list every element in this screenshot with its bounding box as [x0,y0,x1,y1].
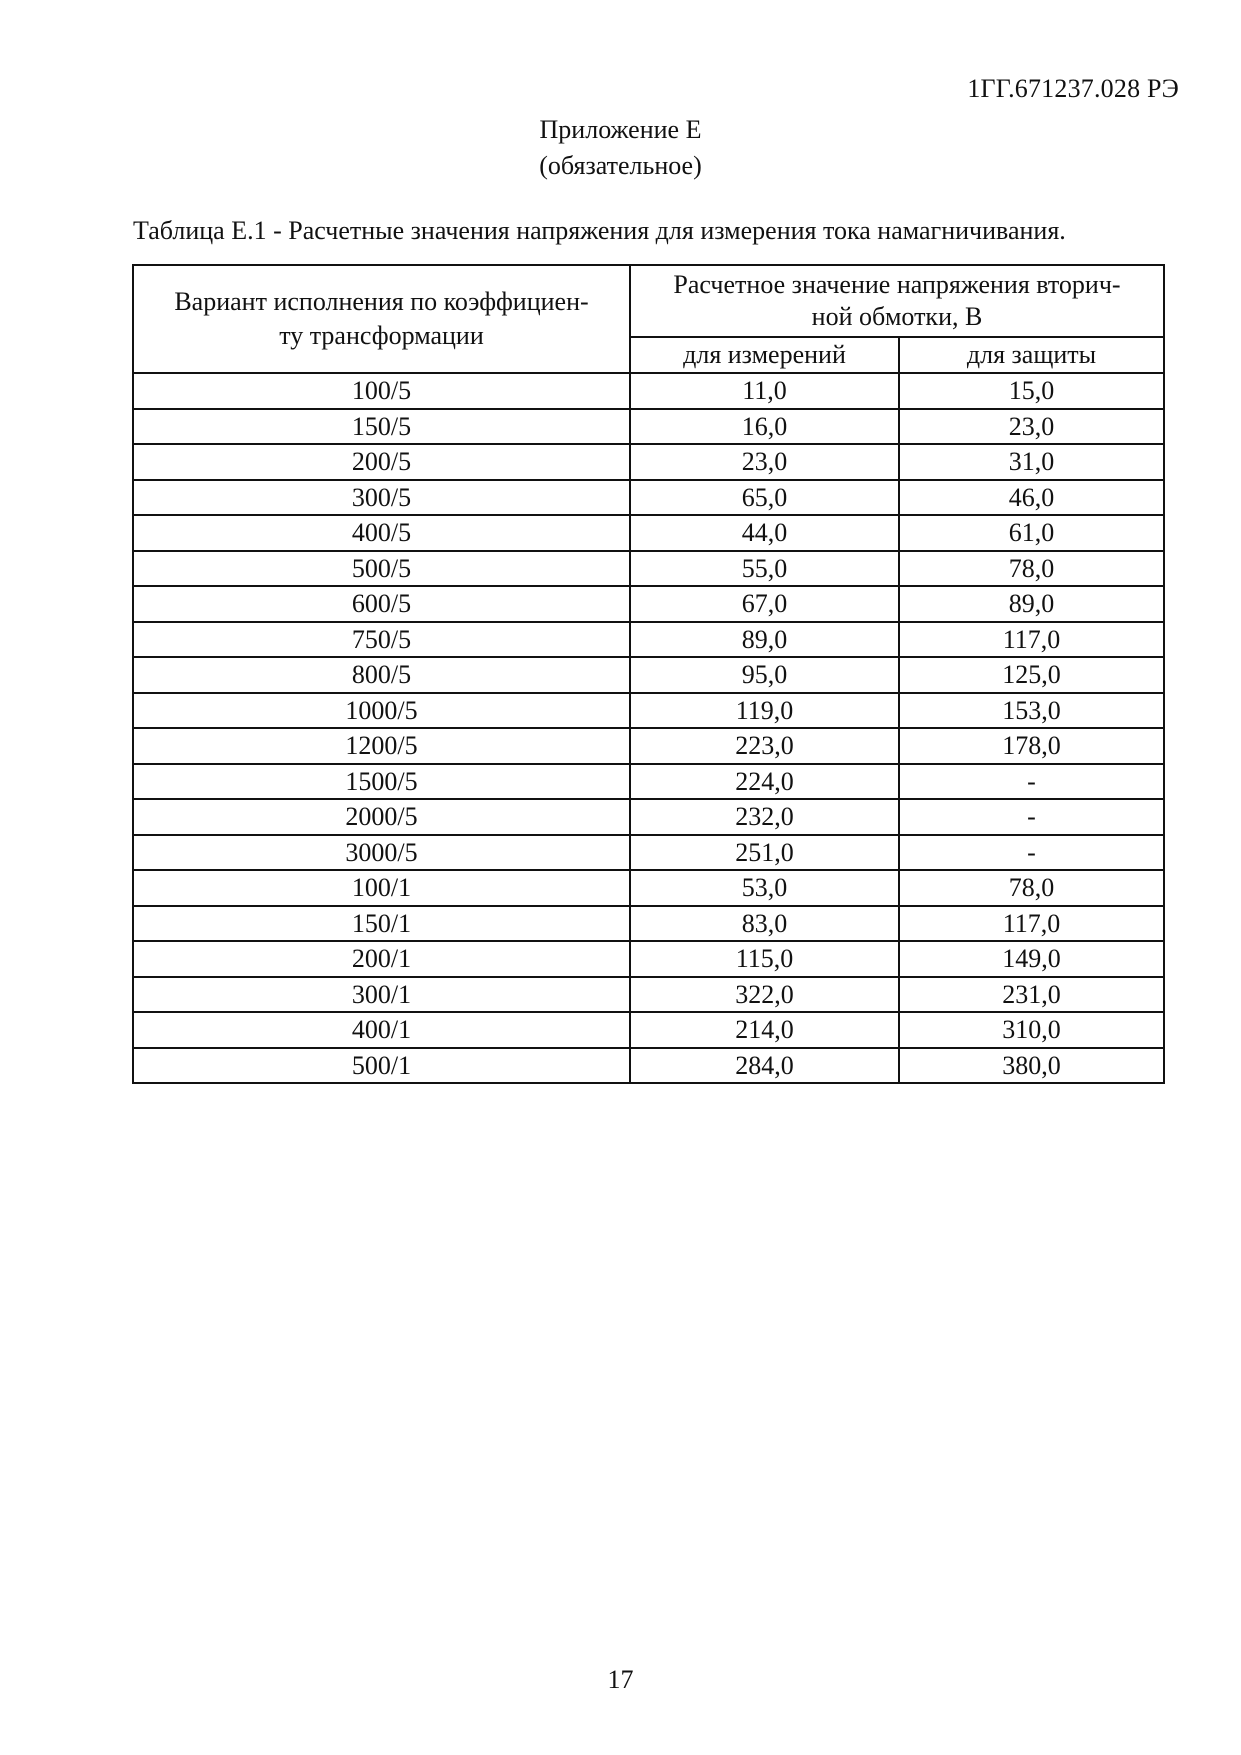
cell-ratio: 1200/5 [133,728,630,764]
cell-ratio: 1500/5 [133,764,630,800]
table-row [133,657,1164,693]
cell-ratio: 150/5 [133,409,630,445]
cell-ratio: 500/5 [133,551,630,587]
header-variant [133,265,630,373]
cell-ratio: 750/5 [133,622,630,658]
cell-protect: 117,0 [899,622,1164,658]
cell-protect: 15,0 [899,373,1164,409]
cell-protect: - [899,764,1164,800]
document-code: 1ГГ.671237.028 РЭ [967,74,1179,103]
cell-ratio: 3000/5 [133,835,630,871]
table-row [133,551,1164,587]
table-row [133,444,1164,480]
table-row [133,480,1164,516]
header-voltage-line2: ной обмотки, В [811,302,983,331]
table-body [133,373,1164,1083]
cell-ratio: 100/1 [133,870,630,906]
table-row [133,693,1164,729]
cell-ratio: 400/5 [133,515,630,551]
cell-measure: 55,0 [630,551,899,587]
cell-protect: 23,0 [899,409,1164,445]
cell-measure: 284,0 [630,1048,899,1084]
table-row [133,870,1164,906]
cell-measure: 11,0 [630,373,899,409]
table-row [133,941,1164,977]
table-row [133,515,1164,551]
cell-protect: 31,0 [899,444,1164,480]
table-row [133,1048,1164,1084]
cell-ratio: 200/1 [133,941,630,977]
header-voltage-line1: Расчетное значение напряжения вторич- [673,270,1121,299]
cell-protect: 61,0 [899,515,1164,551]
cell-measure: 119,0 [630,693,899,729]
cell-measure: 322,0 [630,977,899,1013]
cell-protect: 125,0 [899,657,1164,693]
table-row [133,373,1164,409]
cell-protect: 149,0 [899,941,1164,977]
cell-measure: 224,0 [630,764,899,800]
cell-protect: 178,0 [899,728,1164,764]
cell-ratio: 1000/5 [133,693,630,729]
cell-ratio: 200/5 [133,444,630,480]
cell-protect: 117,0 [899,906,1164,942]
table-row [133,586,1164,622]
table-row [133,622,1164,658]
cell-protect: 78,0 [899,551,1164,587]
cell-ratio: 400/1 [133,1012,630,1048]
cell-measure: 65,0 [630,480,899,516]
table-row [133,906,1164,942]
cell-measure: 23,0 [630,444,899,480]
cell-protect: 89,0 [899,586,1164,622]
cell-measure: 214,0 [630,1012,899,1048]
table-row [133,764,1164,800]
cell-ratio: 100/5 [133,373,630,409]
table-row [133,835,1164,871]
cell-ratio: 800/5 [133,657,630,693]
cell-measure: 232,0 [630,799,899,835]
appendix-subtitle: (обязательное) [539,151,702,180]
cell-ratio: 300/5 [133,480,630,516]
cell-protect: - [899,835,1164,871]
cell-ratio: 300/1 [133,977,630,1013]
header-variant-line1: Вариант исполнения по коэффициен- [174,287,589,316]
cell-protect: 380,0 [899,1048,1164,1084]
cell-protect: - [899,799,1164,835]
cell-measure: 223,0 [630,728,899,764]
cell-measure: 53,0 [630,870,899,906]
table-row [133,409,1164,445]
table-row [133,728,1164,764]
header-protect: для защиты [899,337,1164,373]
cell-measure: 89,0 [630,622,899,658]
cell-ratio: 150/1 [133,906,630,942]
cell-protect: 46,0 [899,480,1164,516]
appendix-heading [0,112,1241,184]
page-number: 17 [607,1665,634,1694]
cell-ratio: 600/5 [133,586,630,622]
cell-protect: 78,0 [899,870,1164,906]
cell-protect: 153,0 [899,693,1164,729]
table-row [133,977,1164,1013]
cell-measure: 83,0 [630,906,899,942]
header-voltage [630,265,1164,337]
voltage-table [132,264,1165,1084]
header-variant-line2: ту трансформации [279,321,484,350]
cell-measure: 95,0 [630,657,899,693]
cell-measure: 251,0 [630,835,899,871]
header-measure: для измерений [630,337,899,373]
table-row [133,1012,1164,1048]
table-caption: Таблица Е.1 - Расчетные значения напряжения для измерения тока намагничивания. [133,216,1066,245]
appendix-title: Приложение Е [539,115,702,144]
cell-ratio: 2000/5 [133,799,630,835]
cell-protect: 310,0 [899,1012,1164,1048]
cell-measure: 44,0 [630,515,899,551]
cell-protect: 231,0 [899,977,1164,1013]
cell-measure: 16,0 [630,409,899,445]
table-row [133,799,1164,835]
cell-measure: 67,0 [630,586,899,622]
cell-measure: 115,0 [630,941,899,977]
cell-ratio: 500/1 [133,1048,630,1084]
